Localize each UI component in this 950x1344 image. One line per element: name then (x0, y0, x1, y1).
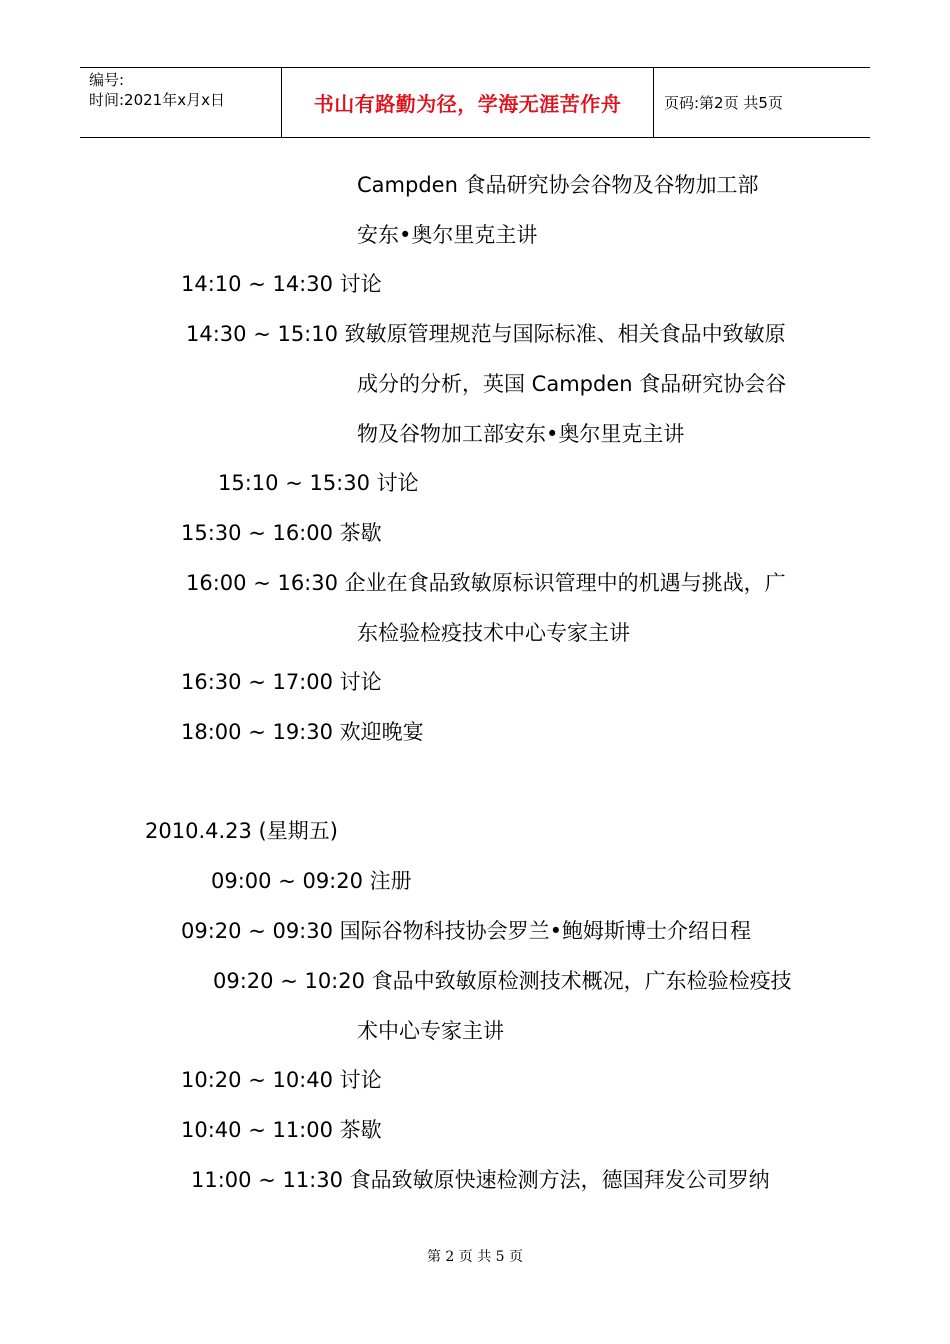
header-meta (80, 68, 282, 137)
page-header (80, 67, 870, 138)
text-line: 安东•奥尔里克主讲 (357, 223, 538, 247)
schedule-line: 09:20 ~ 09:30 国际谷物科技协会罗兰•鲍姆斯博士介绍日程 (181, 919, 752, 943)
schedule-line: 16:30 ~ 17:00 讨论 (181, 670, 382, 694)
header-motto-cell (282, 68, 654, 137)
text-line: 成分的分析，英国 Campden 食品研究协会谷 (357, 372, 787, 396)
number-label: 编号: (89, 71, 125, 89)
time-label: 时间:2021年x月x日 (89, 91, 225, 109)
schedule-line: 15:30 ~ 16:00 茶歇 (181, 521, 382, 545)
text-line: Campden 食品研究协会谷物及谷物加工部 (357, 173, 759, 197)
header-page-cell (654, 68, 870, 137)
schedule-line: 11:00 ~ 11:30 食品致敏原快速检测方法，德国拜发公司罗纳 (191, 1168, 770, 1192)
header-page-label: 页码:第2页 共5页 (664, 94, 783, 112)
schedule-line: 10:20 ~ 10:40 讨论 (181, 1068, 382, 1092)
text-line: 术中心专家主讲 (357, 1019, 504, 1043)
schedule-line: 15:10 ~ 15:30 讨论 (218, 471, 419, 495)
date-heading: 2010.4.23 (星期五) (145, 819, 338, 843)
text-line: 东检验检疫技术中心专家主讲 (357, 621, 630, 645)
schedule-line: 09:00 ~ 09:20 注册 (211, 869, 412, 893)
schedule-line: 18:00 ~ 19:30 欢迎晚宴 (181, 720, 424, 744)
schedule-line: 10:40 ~ 11:00 茶歇 (181, 1118, 382, 1142)
schedule-line: 14:10 ~ 14:30 讨论 (181, 272, 382, 296)
schedule-line: 16:00 ~ 16:30 企业在食品致敏原标识管理中的机遇与挑战，广 (186, 571, 786, 595)
text-line: 物及谷物加工部安东•奥尔里克主讲 (357, 422, 685, 446)
schedule-line: 09:20 ~ 10:20 食品中致敏原检测技术概况，广东检验检疫技 (213, 969, 792, 993)
schedule-line: 14:30 ~ 15:10 致敏原管理规范与国际标准、相关食品中致敏原 (186, 322, 786, 346)
page-footer: 第 2 页 共 5 页 (426, 1249, 524, 1265)
header-motto: 书山有路勤为径，学海无涯苦作舟 (313, 92, 622, 116)
